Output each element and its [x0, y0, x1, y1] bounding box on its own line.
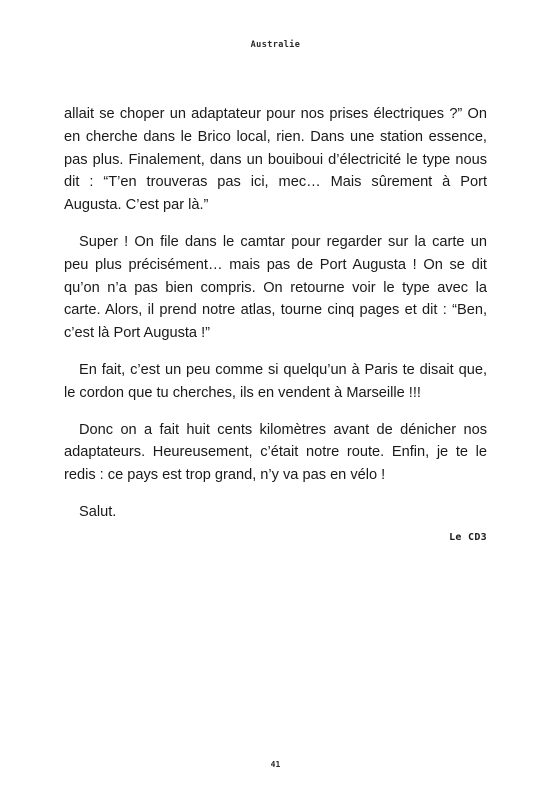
paragraph-5: Salut.: [79, 503, 117, 520]
running-header: Australie: [250, 40, 301, 50]
signature: Le CD3: [449, 531, 487, 543]
page-number: 41: [270, 760, 281, 769]
paragraph-4: Donc on a fait huit cents kilomètres avant de dénicher nos adaptateurs. Heureusement, c’était notre route. Enfin, je te le redis : ce pays est trop grand, n’y va pas en vélo !: [64, 421, 487, 484]
paragraph-2: Super ! On file dans le camtar pour regarder sur la carte un peu plus précisément… mais pas de Port Augusta ! On se dit qu’on n’a pas bien compris. On retourne voir le type avec la carte. Alors, il prend notre atlas, tourne cinq pages et dit : “Ben, c’est là Port Augusta !”: [64, 233, 487, 342]
paragraph-1: allait se choper un adaptateur pour nos prises électriques ?” On en cherche dans le Brico local, rien. Dans une station essence, pas plus. Finalement, dans un bouiboui d’électricité le type nous dit : “T’en trouveras pas ici, mec… Mais sûrement à Port Augusta. C’est par là.”: [64, 106, 487, 214]
letter-body: [64, 103, 487, 550]
paragraph-3: En fait, c’est un peu comme si quelqu’un à Paris te disait que, le cordon que tu cherches, ils en vendent à Marseille !!!: [64, 361, 487, 401]
